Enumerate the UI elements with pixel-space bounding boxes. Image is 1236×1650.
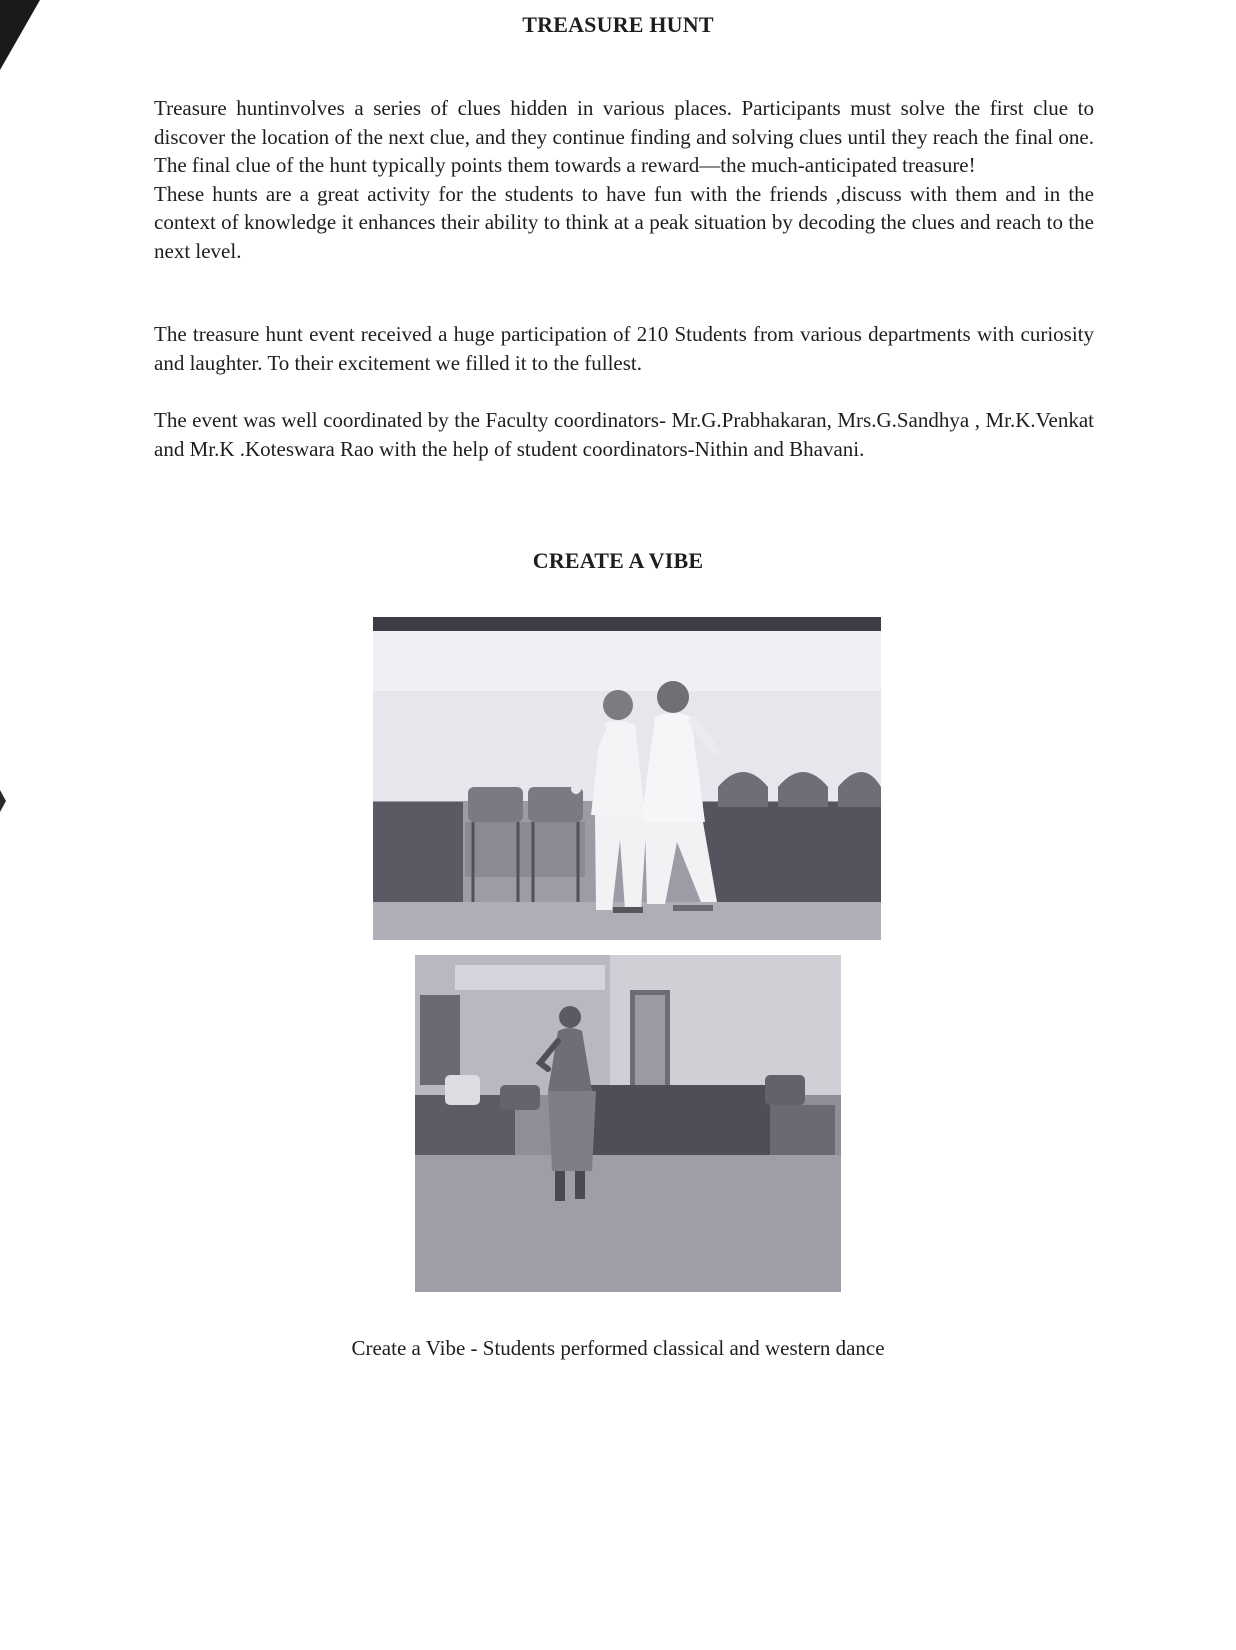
western-dance-photo xyxy=(373,617,881,940)
photo-caption: Create a Vibe - Students performed classical and western dance xyxy=(351,1336,885,1360)
scan-edge-mark xyxy=(0,790,6,812)
classical-dance-illustration xyxy=(415,955,841,1292)
paragraph-benefits: These hunts are a great activity for the students to have fun with the friends ,discuss with them and in the context of knowledge it enhances their ability to think at a peak situation by decoding the clues and reach to the next level. xyxy=(154,181,1094,263)
paragraph-participation: The treasure hunt event received a huge participation of 210 Students from various departments with curiosity and laughter. To their excitement we filled it to the fullest. xyxy=(154,322,1094,375)
treasure-hunt-participation xyxy=(154,320,1094,377)
treasure-hunt-coordinators xyxy=(154,406,1094,463)
treasure-hunt-title: TREASURE HUNT xyxy=(522,12,714,37)
paragraph-coordinators: The event was well coordinated by the Faculty coordinators- Mr.G.Prabhakaran, Mrs.G.Sandhya , Mr.K.Venkat and Mr.K .Koteswara Rao with the help of student coordinators-Nithin and Bhavani. xyxy=(154,408,1094,461)
western-dance-illustration xyxy=(373,617,881,940)
create-a-vibe-title: CREATE A VIBE xyxy=(532,548,704,573)
classical-dance-photo xyxy=(415,955,841,1292)
paragraph-what-is: Treasure huntinvolves a series of clues hidden in various places. Participants must solve the first clue to discover the location of the next clue, and they continue finding and solving clues until they reach the final one. The final clue of the hunt typically points them towards a reward—the much-anticipated treasure! xyxy=(154,96,1094,177)
treasure-hunt-description xyxy=(154,94,1094,265)
